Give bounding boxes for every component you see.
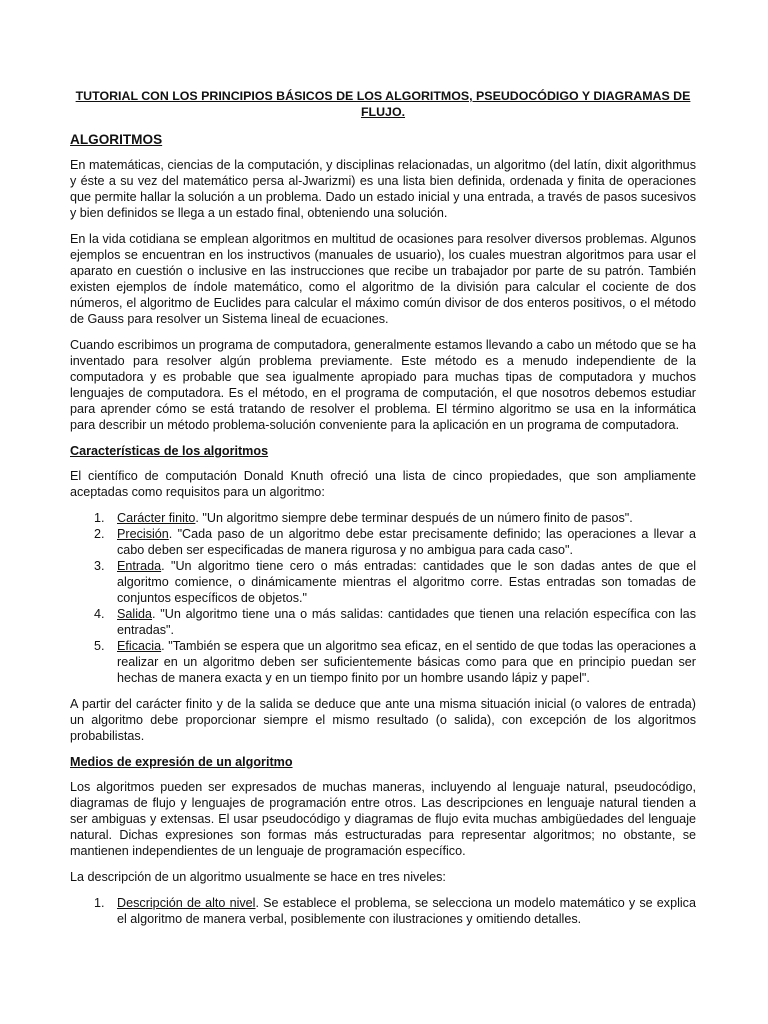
document-page [70,88,696,937]
paragraph: Cuando escribimos un programa de computadora, generalmente estamos llevando a cabo un método que se ha inventado para resolver algún problema previamente. Este método es a menudo independiente de la computadora y es probable que sea igualmente apropiado para muchas tipas de computadora y muchos lenguajes de computadora. Es el método, en el programa de computación, el que nosotros debemos estudiar para aprender cómo se está tratando de resolver el problema. El término algoritmo se usa en la informática para describir un método problema-solución conveniente para la aplicación en un programa de computadora. [70,338,696,432]
paragraph: En la vida cotidiana se emplean algoritmos en multitud de ocasiones para resolver diversos problemas. Algunos ejemplos se encuentran en los instructivos (manuales de usuario), los cuales muestran algoritmos para usar el aparato en cuestión o inclusive en las instrucciones que recibe un trabajador por parte de su patrón. También existen ejemplos de índole matemático, como el algoritmo de la división para calcular el cociente de dos números, el algoritmo de Euclides para calcular el máximo común divisor de dos enteros positivos, o el método de Gauss para resolver un Sistema lineal de ecuaciones. [70,232,696,326]
list-number: 4. [94,607,105,621]
list-term: Descripción de alto nivel [117,896,256,910]
section-heading-medios: Medios de expresión de un algoritmo [70,755,293,769]
list-term: Carácter finito [117,511,196,525]
list-text: . "Un algoritmo tiene cero o más entradas: cantidades que le son dadas antes de que el algoritmo comience, o dinámicamente mientras el algoritmo corre. Estas entradas son tomadas de conjuntos específicos de objetos." [117,559,696,605]
paragraph: En matemáticas, ciencias de la computación, y disciplinas relacionadas, un algoritmo (del latín, dixit algorithmus y éste a su vez del matemático persa al-Jwarizmi) es una lista bien definida, ordenada y finita de operaciones que permite hallar la solución a un problema. Dado un estado inicial y una entrada, a través de pasos sucesivos y bien definidos se llega a un estado final, obteniendo una solución. [70,158,696,220]
paragraph: El científico de computación Donald Knuth ofreció una lista de cinco propiedades, que son ampliamente aceptadas como requisitos para un algoritmo: [70,469,696,499]
list-item [70,510,696,526]
list-text: . "Un algoritmo siempre debe terminar después de un número finito de pasos". [195,511,633,525]
list-term: Entrada [117,559,162,573]
list-term: Eficacia [117,639,162,653]
list-item [70,895,696,927]
properties-list [70,510,696,686]
list-text: . "Un algoritmo tiene una o más salidas: cantidades que tienen una relación específica con las entradas". [117,607,696,637]
document-title: TUTORIAL CON LOS PRINCIPIOS BÁSICOS DE LOS ALGORITMOS, PSEUDOCÓDIGO Y DIAGRAMAS DE FLUJO. [75,89,691,119]
list-number: 5. [94,639,105,653]
list-item [70,558,696,606]
list-item [70,606,696,638]
list-number: 1. [94,511,105,525]
paragraph: A partir del carácter finito y de la salida se deduce que ante una misma situación inicial (o valores de entrada) un algoritmo debe proporcionar siempre el mismo resultado (o salida), con excepción de los algoritmos probabilistas. [70,697,696,743]
list-term: Precisión [117,527,169,541]
paragraph: Los algoritmos pueden ser expresados de muchas maneras, incluyendo al lenguaje natural, pseudocódigo, diagramas de flujo y lenguajes de programación entre otros. Las descripciones en lenguaje natural tienden a ser ambiguas y extensas. El usar pseudocódigo y diagramas de flujo evita muchas ambigüedades del lenguaje natural. Dichas expresiones son formas más estructuradas para representar algoritmos; no obstante, se mantienen independientes de un lenguaje de programación específico. [70,780,696,858]
list-number: 1. [94,896,105,910]
levels-list [70,895,696,927]
list-text: . "También se espera que un algoritmo sea eficaz, en el sentido de que todas las operaciones a realizar en un algoritmo deben ser suficientemente básicas como para que en principio puedan ser hechas de manera exacta y en un tiempo finito por un hombre usando lápiz y papel". [117,639,696,685]
list-text: . "Cada paso de un algoritmo debe estar precisamente definido; las operaciones a llevar a cabo deben ser especificadas de manera rigurosa y no ambigua para cada caso". [117,527,696,557]
list-text: . Se establece el problema, se selecciona un modelo matemático y se explica el algoritmo de manera verbal, posiblemente con ilustraciones y omitiendo detalles. [117,896,696,926]
list-item [70,638,696,686]
section-heading-algoritmos: ALGORITMOS [70,132,163,147]
section-heading-caracteristicas: Características de los algoritmos [70,444,269,458]
list-number: 3. [94,559,105,573]
paragraph: La descripción de un algoritmo usualmente se hace en tres niveles: [70,870,446,884]
list-number: 2. [94,527,105,541]
list-item [70,526,696,558]
list-term: Salida [117,607,153,621]
